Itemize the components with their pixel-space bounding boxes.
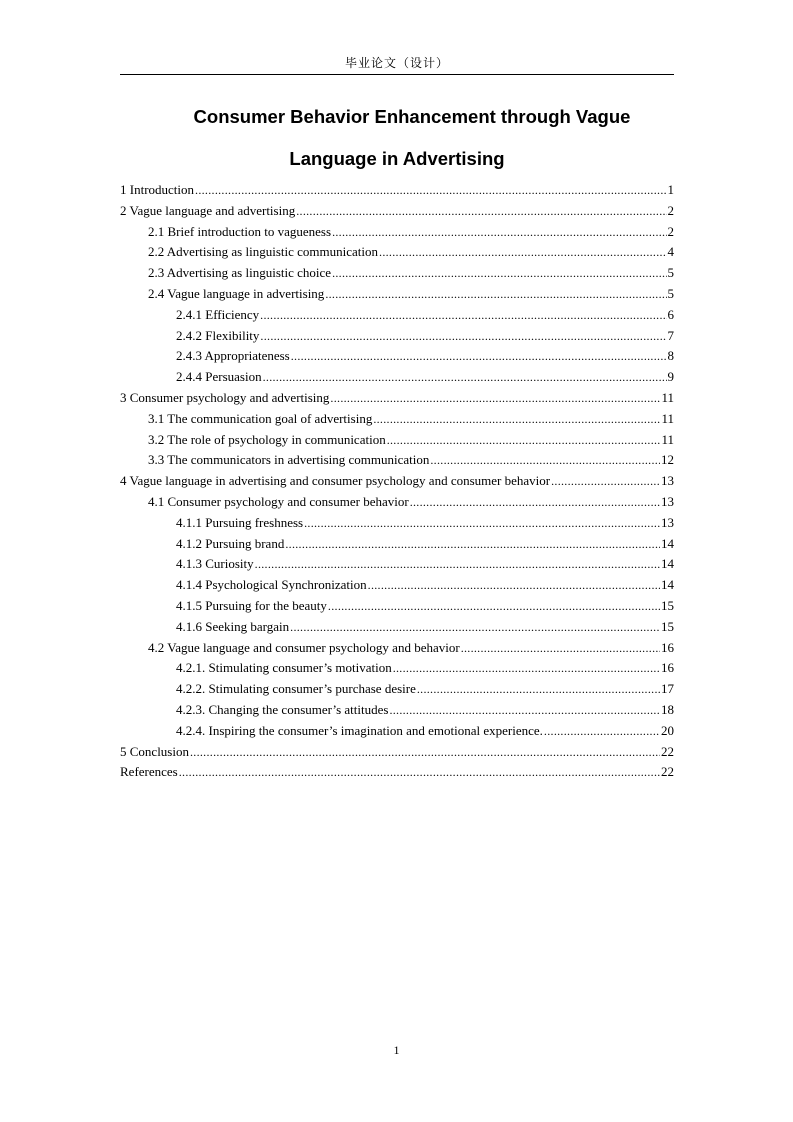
- toc-entry-label: 3.3 The communicators in advertising communication: [148, 452, 430, 468]
- toc-entry-label: 2.4.2 Flexibility: [176, 327, 260, 343]
- toc-entry[interactable]: [120, 742, 674, 763]
- toc-entry-label: 3.2 The role of psychology in communication: [148, 431, 386, 447]
- toc-entry-label: 5 Conclusion: [120, 743, 189, 759]
- toc-entry[interactable]: [120, 575, 674, 596]
- toc-dot-leader: [260, 326, 666, 347]
- toc-entry[interactable]: [120, 638, 674, 659]
- toc-dot-leader: [290, 617, 660, 638]
- toc-entry-page: 15: [661, 618, 674, 634]
- toc-entry[interactable]: [120, 201, 674, 222]
- toc-entry-page: 18: [661, 701, 674, 717]
- toc-dot-leader: [328, 596, 660, 617]
- toc-entry-page: 13: [661, 473, 674, 489]
- toc-entry-page: 12: [661, 452, 674, 468]
- toc-entry[interactable]: [120, 534, 674, 555]
- toc-entry[interactable]: [120, 263, 674, 284]
- toc-entry-label: 2.4 Vague language in advertising: [148, 285, 325, 301]
- toc-entry-page: 1: [667, 182, 674, 197]
- toc-entry-label: 2.4.3 Appropriateness: [176, 348, 290, 364]
- toc-dot-leader: [190, 742, 660, 763]
- toc-entry-label: 2.4.1 Efficiency: [176, 306, 260, 322]
- toc-dot-leader: [410, 492, 660, 513]
- toc-entry-label: 4.2.3. Changing the consumer’s attitudes: [176, 701, 389, 717]
- toc-entry-page: 2: [667, 202, 674, 218]
- table-of-contents: [120, 180, 674, 783]
- toc-entry-page: 22: [661, 743, 674, 759]
- toc-dot-leader: [544, 721, 660, 742]
- toc-entry[interactable]: [120, 721, 674, 742]
- toc-entry-page: 14: [661, 577, 674, 593]
- toc-dot-leader: [330, 388, 660, 409]
- page-header: 毕业论文（设计）: [120, 55, 674, 75]
- toc-entry[interactable]: [120, 450, 674, 471]
- toc-entry[interactable]: [120, 513, 674, 534]
- toc-entry[interactable]: [120, 492, 674, 513]
- toc-entry-label: 4.2.1. Stimulating consumer’s motivation: [176, 660, 392, 676]
- toc-entry-label: 4.1.1 Pursuing freshness: [176, 514, 304, 530]
- toc-entry-label: References: [120, 764, 178, 780]
- toc-dot-leader: [296, 201, 666, 222]
- toc-entry[interactable]: [120, 305, 674, 326]
- toc-entry-label: 2.1 Brief introduction to vagueness: [148, 223, 332, 239]
- toc-entry-page: 14: [661, 556, 674, 572]
- toc-entry-page: 15: [661, 597, 674, 613]
- toc-dot-leader: [285, 534, 660, 555]
- toc-entry-page: 14: [661, 535, 674, 551]
- toc-entry-page: 9: [667, 369, 674, 385]
- toc-entry-page: 13: [661, 493, 674, 509]
- toc-dot-leader: [393, 658, 660, 679]
- toc-entry[interactable]: [120, 388, 674, 409]
- toc-dot-leader: [368, 575, 660, 596]
- toc-entry[interactable]: [120, 554, 674, 575]
- toc-entry[interactable]: [120, 346, 674, 367]
- toc-entry-label: 4.1.3 Curiosity: [176, 556, 254, 572]
- toc-dot-leader: [417, 679, 660, 700]
- toc-entry-page: 5: [667, 265, 674, 281]
- toc-entry-page: 20: [661, 722, 674, 738]
- toc-entry-label: 2 Vague language and advertising: [120, 202, 296, 218]
- toc-dot-leader: [263, 367, 667, 388]
- toc-entry[interactable]: [120, 367, 674, 388]
- toc-dot-leader: [304, 513, 660, 534]
- toc-entry-label: 4.2.2. Stimulating consumer’s purchase desire: [176, 681, 416, 697]
- toc-entry[interactable]: [120, 762, 674, 783]
- toc-entry-label: 2.2 Advertising as linguistic communication: [148, 244, 379, 260]
- toc-entry[interactable]: [120, 180, 674, 201]
- toc-entry-page: 5: [667, 285, 674, 301]
- toc-entry-label: 4.1.6 Seeking bargain: [176, 618, 290, 634]
- toc-entry-label: 4.2.4. Inspiring the consumer’s imagination and emotional experience.: [176, 722, 543, 738]
- toc-entry-label: 3 Consumer psychology and advertising: [120, 389, 330, 405]
- toc-entry-label: 4.1.5 Pursuing for the beauty: [176, 597, 327, 613]
- toc-entry-page: 11: [661, 389, 674, 405]
- toc-entry-page: 7: [667, 327, 674, 343]
- toc-entry-page: 17: [661, 681, 674, 697]
- toc-entry[interactable]: [120, 242, 674, 263]
- toc-dot-leader: [387, 430, 661, 451]
- document-title-line-1: Consumer Behavior Enhancement through Vague: [193, 106, 631, 127]
- toc-entry-page: 4: [667, 244, 674, 260]
- toc-dot-leader: [551, 471, 660, 492]
- toc-dot-leader: [291, 346, 667, 367]
- toc-dot-leader: [195, 180, 666, 201]
- toc-entry-label: 2.3 Advertising as linguistic choice: [148, 265, 332, 281]
- toc-entry[interactable]: [120, 284, 674, 305]
- toc-entry[interactable]: [120, 596, 674, 617]
- toc-entry[interactable]: [120, 700, 674, 721]
- toc-entry[interactable]: [120, 409, 674, 430]
- toc-entry[interactable]: [120, 471, 674, 492]
- toc-entry-label: 4.1.4 Psychological Synchronization: [176, 577, 367, 593]
- toc-entry-page: 6: [667, 306, 674, 322]
- toc-entry[interactable]: [120, 679, 674, 700]
- document-title-line-2: Language in Advertising: [289, 148, 505, 169]
- toc-entry-page: 2: [667, 223, 674, 239]
- toc-dot-leader: [430, 450, 660, 471]
- toc-entry-label: 4.1.2 Pursuing brand: [176, 535, 285, 551]
- toc-entry-page: 16: [661, 660, 674, 676]
- toc-entry[interactable]: [120, 430, 674, 451]
- toc-entry-label: 4.1 Consumer psychology and consumer behavior: [148, 493, 409, 509]
- toc-entry-page: 16: [661, 639, 674, 655]
- toc-entry-page: 13: [661, 514, 674, 530]
- toc-entry-page: 22: [661, 764, 674, 780]
- toc-entry[interactable]: [120, 658, 674, 679]
- toc-dot-leader: [332, 263, 666, 284]
- toc-dot-leader: [260, 305, 666, 326]
- toc-dot-leader: [379, 242, 666, 263]
- toc-dot-leader: [325, 284, 666, 305]
- toc-entry[interactable]: [120, 222, 674, 243]
- toc-dot-leader: [179, 762, 660, 783]
- toc-dot-leader: [332, 222, 666, 243]
- toc-dot-leader: [373, 409, 660, 430]
- toc-entry[interactable]: [120, 617, 674, 638]
- toc-dot-leader: [389, 700, 660, 721]
- page-number: 1: [393, 1043, 400, 1057]
- toc-entry-label: 4 Vague language in advertising and consumer psychology and consumer behavior: [120, 473, 551, 489]
- toc-entry-page: 11: [661, 410, 674, 426]
- toc-entry-label: 4.2 Vague language and consumer psychology and behavior: [148, 639, 460, 655]
- toc-entry-page: 11: [661, 431, 674, 447]
- toc-entry[interactable]: [120, 326, 674, 347]
- toc-entry-page: 8: [667, 348, 674, 364]
- toc-dot-leader: [255, 554, 660, 575]
- toc-entry-label: 3.1 The communication goal of advertising: [148, 410, 373, 426]
- toc-entry-label: 1 Introduction: [120, 182, 195, 197]
- toc-entry-label: 2.4.4 Persuasion: [176, 369, 262, 385]
- toc-dot-leader: [461, 638, 660, 659]
